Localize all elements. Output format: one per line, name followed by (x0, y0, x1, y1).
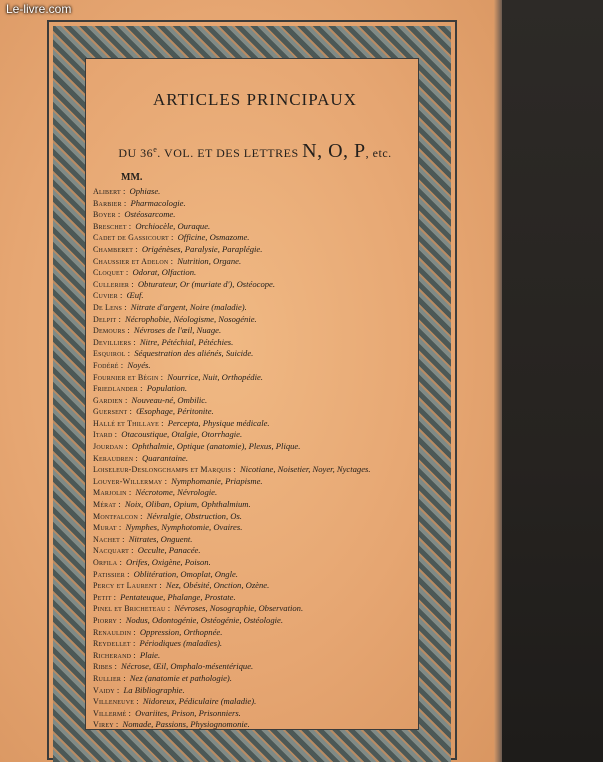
list-item (93, 708, 417, 720)
separator: : (127, 406, 132, 417)
list-item (93, 696, 417, 708)
list-item (93, 569, 417, 581)
list-item (93, 511, 417, 523)
list-item (93, 603, 417, 615)
list-item (93, 406, 417, 418)
list-item (93, 209, 417, 221)
author-name: Renauldin (93, 627, 132, 637)
separator: : (129, 545, 134, 556)
separator: : (120, 186, 126, 196)
author-name: Petit (93, 592, 112, 602)
background-surface (502, 0, 603, 762)
list-item (93, 673, 417, 685)
author-name: Chamberet (93, 244, 134, 254)
author-name: Friedlander (93, 384, 138, 394)
separator: : (138, 510, 143, 521)
list-item (93, 487, 417, 499)
separator: : (117, 290, 123, 301)
list-item (93, 267, 417, 279)
separator: : (121, 197, 127, 208)
separator: : (133, 243, 138, 254)
article-subjects: Officine, Osmazome. (177, 232, 250, 243)
article-subjects: Nitre, Pétéchial, Pétéchies. (139, 336, 234, 347)
author-name: Richerand (93, 650, 132, 660)
author-name: Esquirol (93, 349, 126, 359)
article-subjects: Nicotiane, Noisetier, Noyer, Nyctages. (239, 464, 371, 475)
list-item (93, 256, 417, 268)
list-item (93, 360, 417, 372)
separator: : (165, 603, 171, 614)
subtitle-letters: N, O, P (302, 140, 366, 162)
separator: : (122, 301, 127, 312)
author-name: Jourdan (93, 442, 124, 452)
author-name: Chaussier et Adelon (93, 256, 169, 266)
separator: : (121, 672, 126, 683)
list-item (93, 441, 417, 453)
separator: : (116, 499, 121, 510)
article-subjects: La Bibliographie. (123, 684, 185, 695)
separator: : (118, 359, 124, 370)
article-subjects: Nymphomanie, Priapisme. (171, 475, 263, 486)
separator: : (116, 522, 122, 533)
author-name: Cadet de Gassicourt (93, 233, 169, 243)
subtitle-prefix: DU 36 (118, 146, 154, 160)
list-item (93, 719, 417, 731)
list-item (93, 627, 417, 639)
article-subjects: Plaie. (139, 649, 161, 660)
list-item (93, 453, 417, 465)
author-name: Montfalcon (93, 511, 139, 521)
messieurs-label: MM. (121, 172, 143, 183)
article-subjects: Nez, Obésité, Onction, Ozène. (165, 580, 270, 591)
article-subjects: Oblitération, Omoplat, Ongle. (133, 568, 238, 579)
article-subjects: Population. (146, 383, 188, 394)
author-name: Boyer (93, 210, 116, 220)
list-item (93, 685, 417, 697)
list-item (93, 314, 417, 326)
separator: : (116, 313, 121, 324)
separator: : (119, 533, 125, 544)
list-item (93, 383, 417, 395)
article-subjects: Nouveau-né, Ombilic. (131, 394, 208, 405)
separator: : (134, 696, 139, 707)
article-subjects: Ostéosarcome. (124, 209, 176, 220)
article-subjects: Nomade, Passions, Physiognomonie. (122, 719, 250, 730)
list-item (93, 221, 417, 233)
list-item (93, 661, 417, 673)
list-item (93, 232, 417, 244)
article-subjects: Œsophage, Péritonite. (136, 406, 214, 417)
separator: : (159, 417, 164, 428)
list-item (93, 290, 417, 302)
separator: : (117, 614, 122, 625)
separator: : (231, 464, 236, 475)
separator: : (162, 475, 167, 486)
article-subjects: Névroses, Nosographie, Observation. (174, 603, 304, 614)
author-name: Nacquart (93, 546, 130, 556)
author-name: Delpit (93, 314, 117, 324)
author-name: De Lens (93, 302, 123, 312)
list-item (93, 545, 417, 557)
separator: : (168, 232, 174, 243)
author-name: Rullier (93, 673, 122, 683)
separator: : (131, 649, 136, 660)
article-subjects: Nourrice, Nuit, Orthopédie. (167, 371, 263, 382)
article-subjects: Nécrotome, Névrologie. (135, 487, 218, 498)
article-subjects: Nutrition, Organe. (177, 255, 242, 266)
article-subjects: Occulte, Panacée. (137, 545, 201, 556)
author-name: Loiseleur-Deslongchamps et Marquis (93, 465, 232, 475)
list-item (93, 464, 417, 476)
author-name: Pinel et Bricheteau (93, 604, 166, 614)
article-subjects: Névroses de l'œil, Nuage. (133, 325, 222, 336)
separator: : (126, 707, 131, 718)
separator: : (117, 557, 122, 567)
separator: : (168, 255, 174, 266)
author-name: Marjolin (93, 488, 127, 498)
separator: : (131, 336, 136, 347)
separator: : (123, 267, 129, 278)
author-name: Reydellet (93, 639, 131, 649)
list-item (93, 429, 417, 441)
author-name: Fodéré (93, 360, 119, 370)
separator: : (126, 487, 132, 498)
list-item (93, 534, 417, 546)
separator: : (126, 220, 132, 231)
list-item (93, 418, 417, 430)
subtitle-suffix: , etc. (365, 146, 392, 160)
separator: : (112, 429, 118, 440)
article-subjects: Pharmacologie. (130, 197, 186, 208)
list-item (93, 348, 417, 360)
article-subjects: Nidoreux, Pédiculaire (maladie). (142, 696, 257, 707)
article-subjects: Obturateur, Or (muriate d'), Ostéocope. (137, 278, 276, 289)
list-item (93, 372, 417, 384)
volume-subtitle (93, 140, 417, 163)
author-name: Demours (93, 326, 126, 336)
list-item (93, 650, 417, 662)
list-item (93, 499, 417, 511)
cover-edge (494, 0, 502, 762)
author-name: Breschet (93, 221, 127, 231)
article-subjects: Odorat, Olfaction. (132, 267, 197, 278)
separator: : (113, 719, 119, 730)
article-subjects: Névralgie, Obstruction, Os. (146, 510, 242, 521)
author-list (93, 186, 417, 731)
author-name: Cullerier (93, 279, 130, 289)
list-item (93, 244, 417, 256)
author-name: Patissier (93, 569, 125, 579)
author-name: Virey (93, 720, 114, 730)
separator: : (112, 661, 117, 672)
article-subjects: Origénèses, Paralysie, Paraplégie. (141, 243, 263, 254)
author-name: Devilliers (93, 337, 132, 347)
author-name: Villeneuve (93, 697, 135, 707)
list-item (93, 395, 417, 407)
separator: : (123, 441, 128, 452)
author-name: Fournier et Bégin (93, 372, 159, 382)
article-subjects: Nymphes, Nymphotomie, Ovaires. (125, 522, 243, 533)
separator: : (122, 394, 128, 405)
article-subjects: Nez (anatomie et pathologie). (129, 672, 232, 683)
article-subjects: Otacoustique, Otalgie, Otorrhagie. (121, 429, 243, 440)
article-subjects: Nitrates, Onguent. (128, 533, 193, 544)
list-item (93, 522, 417, 534)
author-name: Percy et Laurent (93, 581, 158, 591)
separator: : (111, 591, 116, 602)
article-subjects: Ovariites, Prison, Prisonniers. (135, 707, 241, 718)
separator: : (133, 452, 138, 463)
author-name: Piorry (93, 615, 117, 625)
article-subjects: Nécrophobie, Néologisme, Nosogénie. (125, 313, 257, 324)
list-item (93, 580, 417, 592)
separator: : (137, 383, 143, 394)
subtitle-superscript: e (153, 145, 158, 154)
article-subjects: Ophthalmie, Optique (anatomie), Plexus, Plique. (131, 441, 301, 452)
list-item (93, 302, 417, 314)
article-subjects: Nitrate d'argent, Noire (maladie). (130, 301, 247, 312)
author-name: Barbier (93, 198, 122, 208)
author-name: Hallé et Thillaye (93, 418, 160, 428)
author-name: Villermé (93, 708, 127, 718)
author-name: Alibert (93, 187, 121, 196)
article-subjects: Pentateuque, Phalange, Prostate. (120, 591, 236, 602)
author-name: Itard (93, 430, 113, 440)
separator: : (129, 278, 134, 289)
article-subjects: Orchiocèle, Ouraque. (135, 220, 211, 231)
separator: : (115, 209, 121, 220)
author-name: Gardien (93, 395, 123, 405)
article-subjects: Périodiques (maladies). (139, 638, 223, 649)
separator: : (125, 348, 131, 359)
author-name: Ribes (93, 662, 113, 672)
article-subjects: Percepta, Physique médicale. (167, 417, 270, 428)
author-name: Keraudren (93, 453, 134, 463)
list-item (93, 186, 417, 198)
article-subjects: Noix, Oliban, Opium, Ophthalmium. (124, 499, 251, 510)
list-item (93, 476, 417, 488)
article-subjects: Œuf. (126, 290, 144, 301)
separator: : (131, 626, 136, 637)
author-name: Cuvier (93, 291, 118, 301)
list-item (93, 325, 417, 337)
author-name: Nachet (93, 534, 120, 544)
article-subjects: Oppression, Orthopnée. (139, 626, 223, 637)
list-item (93, 557, 417, 569)
article-subjects: Quarantaine. (141, 452, 189, 463)
article-subjects: Ophiase. (129, 186, 161, 196)
separator: : (130, 638, 136, 649)
author-name: Guersent (93, 407, 128, 417)
list-item (93, 279, 417, 291)
page-title: ARTICLES PRINCIPAUX (153, 90, 357, 109)
list-item (93, 592, 417, 604)
article-subjects: Nodus, Odontogénie, Ostéogénie, Ostéologie. (125, 614, 283, 625)
separator: : (124, 568, 130, 579)
subtitle-middle: . VOL. ET DES LETTRES (157, 146, 303, 160)
author-name: Vaidy (93, 685, 115, 695)
author-name: Mérat (93, 500, 117, 510)
author-name: Murat (93, 523, 117, 533)
separator: : (157, 580, 162, 591)
separator: : (114, 684, 120, 695)
article-subjects: Noyés. (127, 359, 151, 370)
list-item (93, 615, 417, 627)
separator: : (158, 371, 164, 382)
list-item (93, 337, 417, 349)
author-name: Orfila (93, 558, 118, 567)
watermark-text: Le-livre.com (6, 2, 72, 16)
article-subjects: Séquestration des aliénés, Suicide. (134, 348, 254, 359)
article-subjects: Orifes, Oxigène, Poison. (126, 557, 211, 567)
author-name: Cloquet (93, 268, 124, 278)
list-item (93, 638, 417, 650)
author-name: Louyer-Willermay (93, 476, 163, 486)
article-subjects: Nécrose, Œil, Omphalo-mésentérique. (121, 661, 254, 672)
list-item (93, 198, 417, 210)
separator: : (125, 325, 130, 336)
